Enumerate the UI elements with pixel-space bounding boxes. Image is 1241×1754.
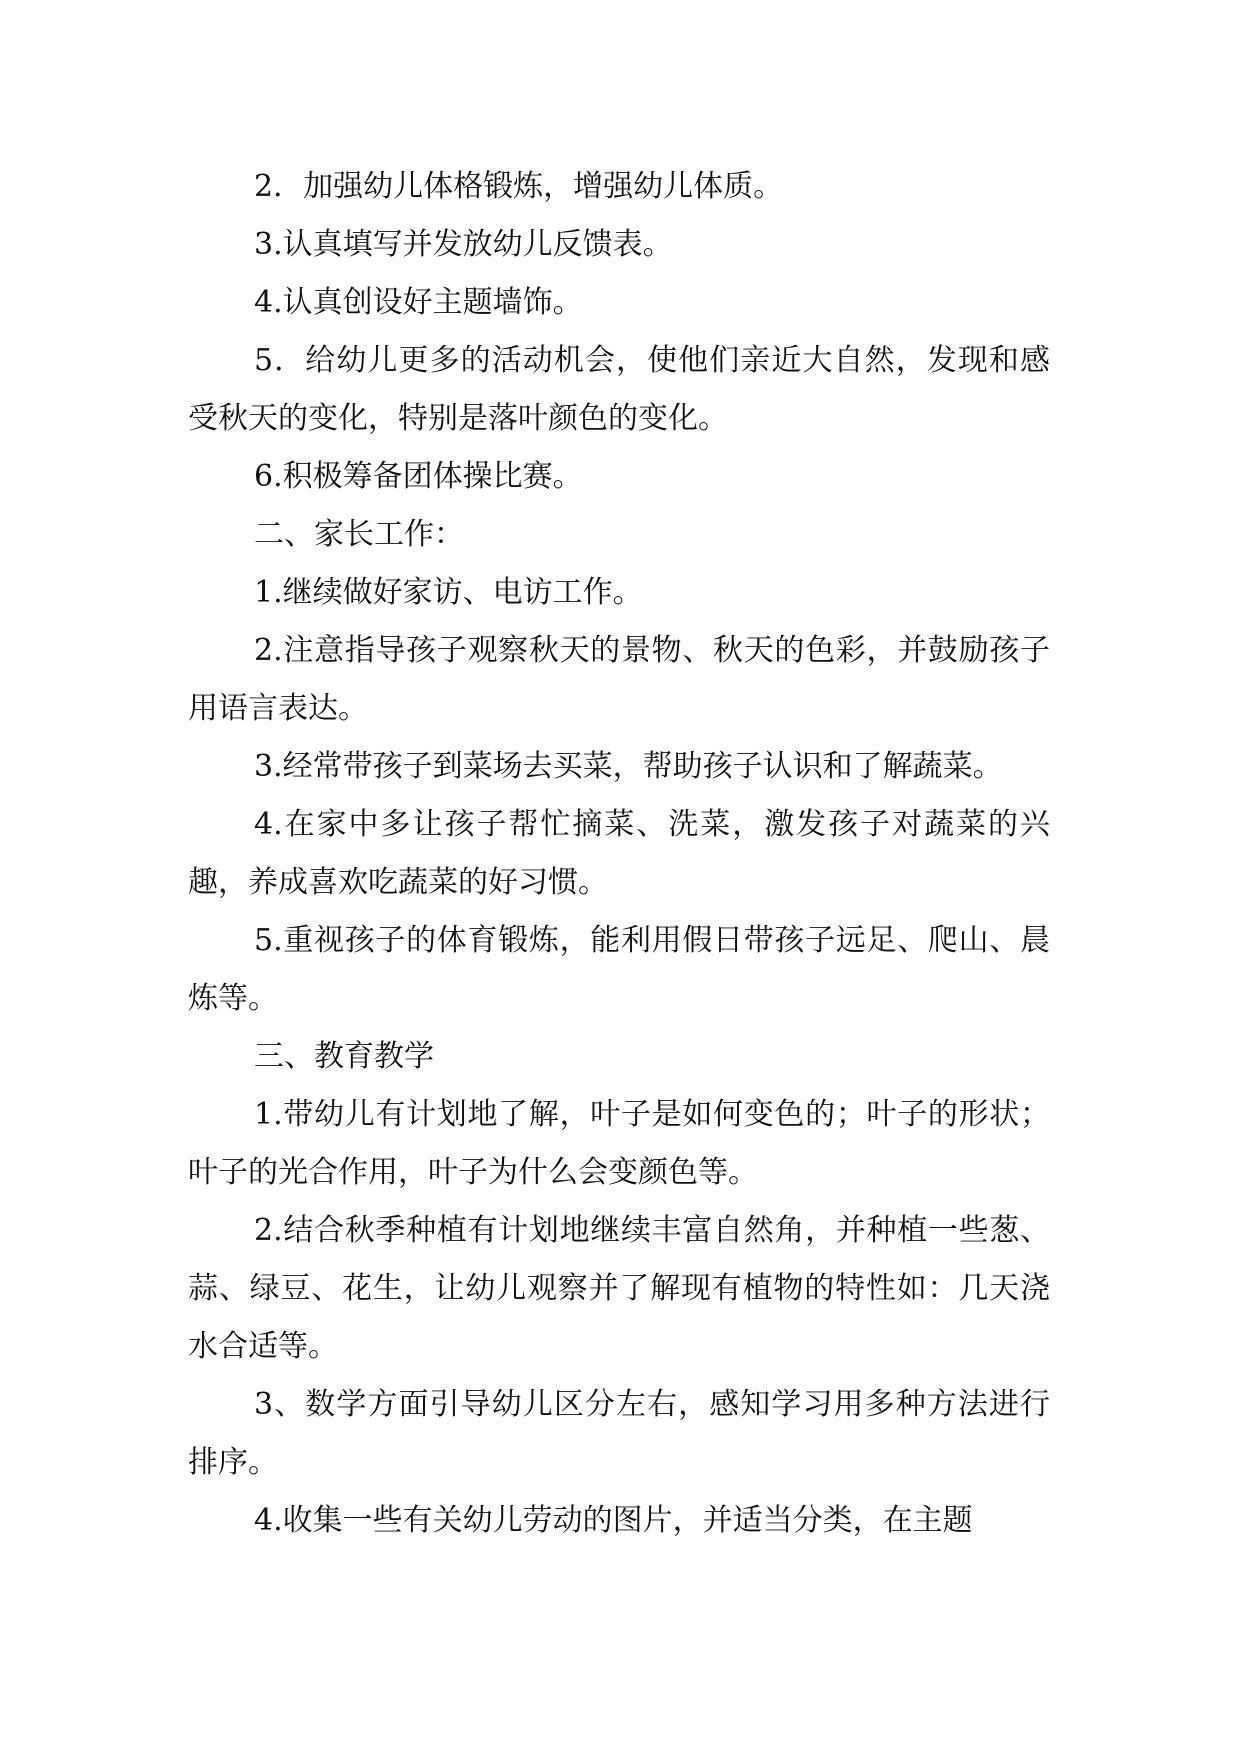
paragraph-10: 4.在家中多让孩子帮忙摘菜、洗菜，激发孩子对蔬菜的兴趣，养成喜欢吃蔬菜的好习惯。 xyxy=(188,807,1050,900)
paragraph-11: 5.重视孩子的体育锻炼，能利用假日带孩子远足、爬山、晨炼等。 xyxy=(188,923,1050,1016)
paragraph-2: 3.认真填写并发放幼儿反馈表。 xyxy=(254,227,673,262)
paragraph-14: 2.结合秋季种植有计划地继续丰富自然角，并种植一些葱、蒜、绿豆、花生，让幼儿观察并了解现有植物的特性如：几天浇水合适等。 xyxy=(188,1213,1050,1364)
paragraph-16: 4.收集一些有关幼儿劳动的图片，并适当分类，在主题 xyxy=(254,1503,973,1538)
paragraph-5: 6.积极筹备团体操比赛。 xyxy=(254,459,583,494)
paragraph-4: 5．给幼儿更多的活动机会，使他们亲近大自然，发现和感受秋天的变化，特别是落叶颜色的变化。 xyxy=(188,343,1050,436)
paragraph-13: 1.带幼儿有计划地了解，叶子是如何变色的；叶子的形状；叶子的光合作用，叶子为什么会变颜色等。 xyxy=(188,1097,1050,1190)
document-page xyxy=(188,158,1050,1550)
paragraph-8: 2.注意指导孩子观察秋天的景物、秋天的色彩，并鼓励孩子用语言表达。 xyxy=(188,633,1050,726)
section-heading-parent-work: 二、家长工作： xyxy=(254,517,464,552)
section-heading-education: 三、教育教学 xyxy=(254,1039,434,1074)
paragraph-7: 1.继续做好家访、电访工作。 xyxy=(254,575,643,610)
paragraph-1: 2．加强幼儿体格锻炼，增强幼儿体质。 xyxy=(254,169,784,204)
paragraph-15: 3、数学方面引导幼儿区分左右，感知学习用多种方法进行排序。 xyxy=(188,1387,1050,1480)
paragraph-9: 3.经常带孩子到菜场去买菜，帮助孩子认识和了解蔬菜。 xyxy=(254,749,1003,784)
paragraph-3: 4.认真创设好主题墙饰。 xyxy=(254,285,583,320)
